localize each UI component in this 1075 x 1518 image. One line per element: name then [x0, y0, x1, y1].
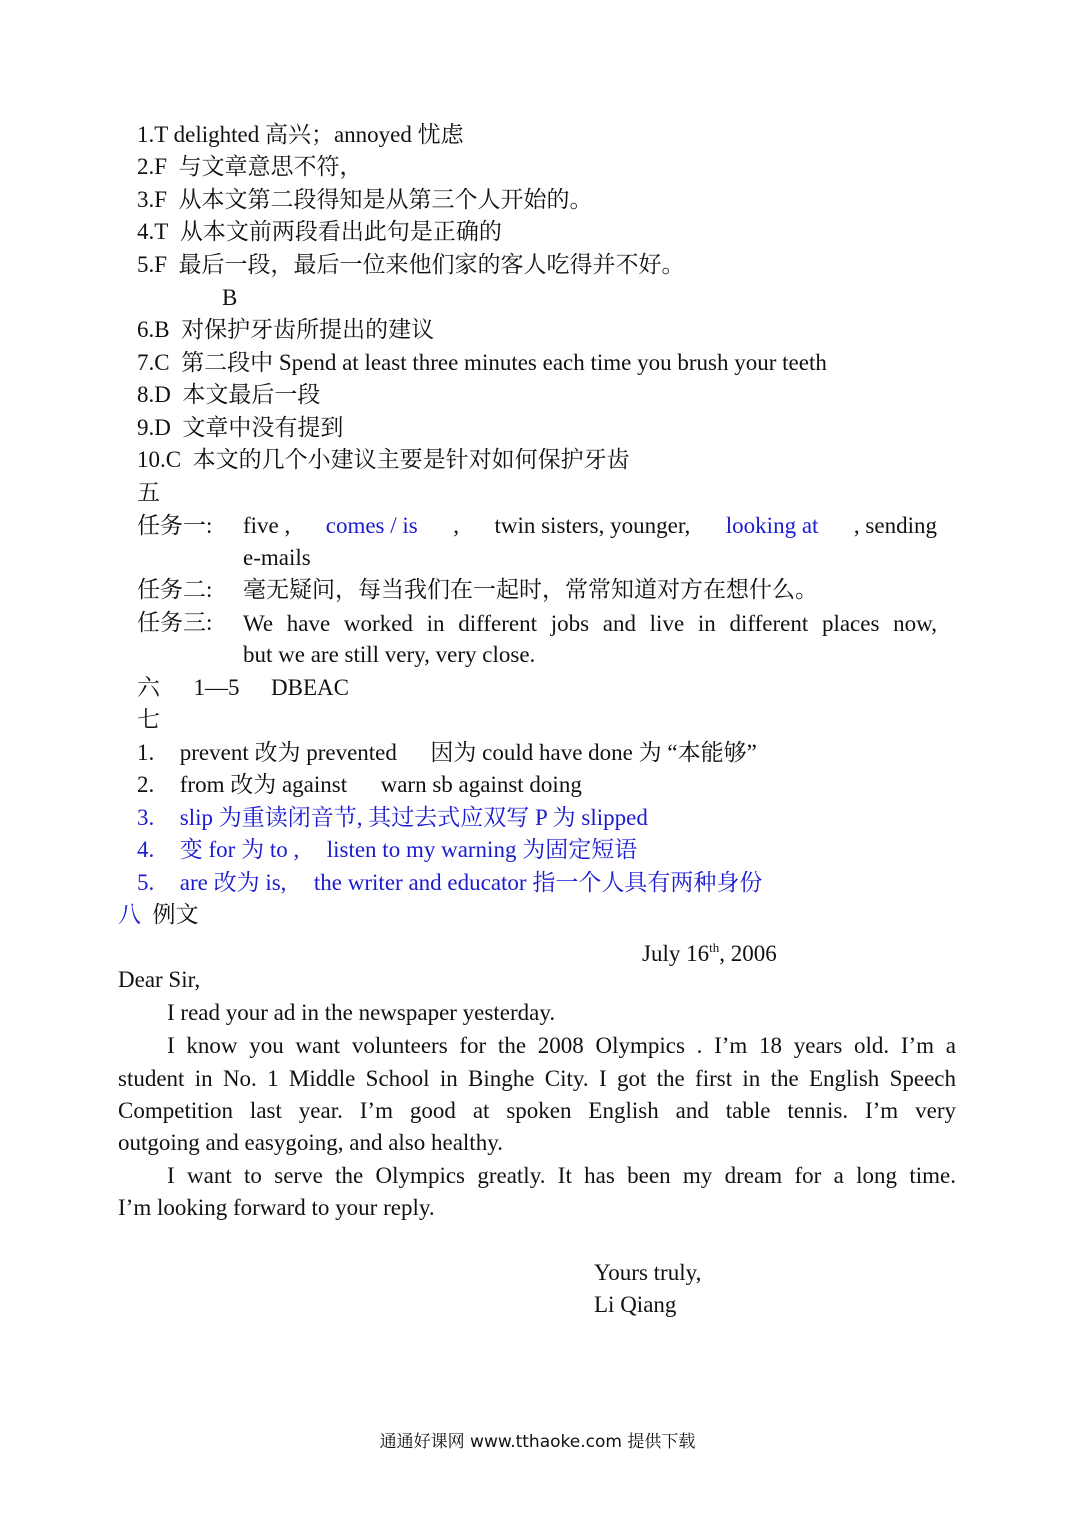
letter-paragraph-2-line-2: student in No. 1 Middle School in Binghe City. I got the first in the English Speech: [118, 1066, 956, 1091]
section-6-heading: 六: [137, 675, 160, 700]
highlight-comes-is: comes / is: [325, 513, 418, 538]
task-1-continuation: e-mails: [243, 545, 311, 570]
task-3-label: 任务三:: [137, 610, 213, 635]
answer-8: 8.D 本文最后一段: [137, 382, 321, 407]
answer-2: 2.F 与文章意思不符，: [137, 154, 363, 179]
task-2-text: 毫无疑问，每当我们在一起时，常常知道对方在想什么。: [243, 577, 818, 602]
letter-paragraph-3-line-2: I’m looking forward to your reply.: [118, 1195, 435, 1220]
letter-closing: Yours truly,: [594, 1260, 702, 1285]
section-6-answers: DBEAC: [271, 675, 349, 700]
letter-salutation: Dear Sir,: [118, 967, 201, 992]
section-5-heading: 五: [137, 480, 160, 505]
correction-1: 1. prevent 改为 prevented 因为 could have done 为 “本能够”: [137, 740, 757, 765]
task-1-line: five , comes / is , twin sisters, younger, looking at , sending: [243, 511, 937, 541]
letter-paragraph-2-line-3: Competition last year. I’m good at spoken English and table tennis. I’m very: [118, 1098, 956, 1123]
section-6: [137, 673, 349, 703]
correction-5: 5. are 改为 is, the writer and educator 指一个人具有两种身份: [137, 870, 763, 895]
task-3-line-2: but we are still very, very close.: [243, 642, 536, 667]
section-8-heading: 八 例文: [118, 902, 199, 927]
answer-5: 5.F 最后一段，最后一位来他们家的客人吃得并不好。: [137, 252, 685, 277]
task-2-label: 任务二:: [137, 577, 213, 602]
section-b-label: B: [222, 285, 238, 310]
letter-date: July 16th, 2006: [642, 940, 777, 966]
answer-4: 4.T 从本文前两段看出此句是正确的: [137, 219, 502, 244]
letter-paragraph-2-line-4: outgoing and easygoing, and also healthy.: [118, 1130, 503, 1155]
task-1-label: 任务一:: [137, 513, 213, 538]
correction-3: 3. slip 为重读闭音节, 其过去式应双写 P 为 slipped: [137, 805, 648, 830]
correction-2: 2. from 改为 against warn sb against doing: [137, 772, 582, 797]
letter-paragraph-3-line-1: I want to serve the Olympics greatly. It has been my dream for a long time.: [167, 1163, 956, 1188]
task-3-line-1: We have worked in different jobs and live in different places now,: [243, 611, 937, 636]
section-6-range: 1—5: [193, 675, 240, 700]
answer-3: 3.F 从本文第二段得知是从第三个人开始的。: [137, 187, 593, 212]
page-footer: 通通好课网 www.tthaoke.com 提供下载: [379, 1432, 696, 1452]
letter-paragraph-1: I read your ad in the newspaper yesterday.: [167, 1000, 556, 1025]
letter-signature: Li Qiang: [594, 1292, 677, 1317]
answer-10: 10.C 本文的几个小建议主要是针对如何保护牙齿: [137, 447, 630, 472]
correction-4: 4. 变 for 为 to , listen to my warning 为固定短语: [137, 837, 638, 862]
section-7-heading: 七: [137, 707, 160, 732]
answer-1: 1.T delighted 高兴；annoyed 忧虑: [137, 122, 464, 147]
highlight-looking-at: looking at: [725, 513, 819, 538]
letter-paragraph-2-line-1: I know you want volunteers for the 2008 Olympics . I’m 18 years old. I’m a: [167, 1033, 956, 1058]
answer-7: 7.C 第二段中 Spend at least three minutes each time you brush your teeth: [137, 350, 827, 375]
answer-9: 9.D 文章中没有提到: [137, 415, 344, 440]
answer-6: 6.B 对保护牙齿所提出的建议: [137, 317, 435, 342]
